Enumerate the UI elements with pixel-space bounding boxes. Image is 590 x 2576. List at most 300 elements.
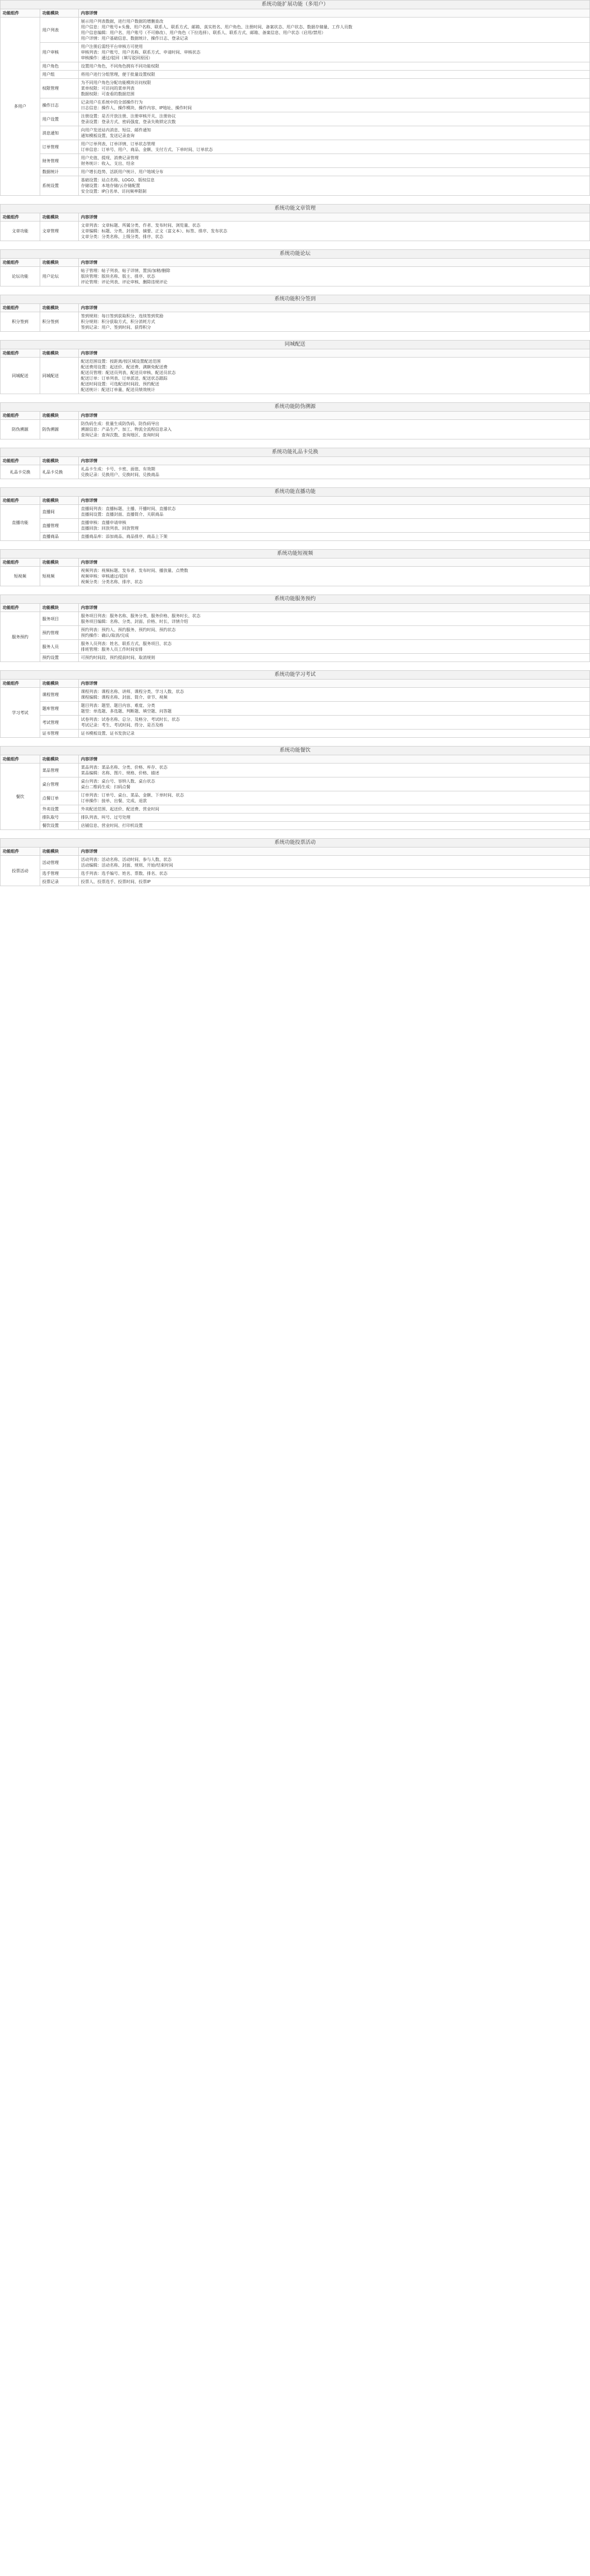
header-detail: 内容详情 (79, 558, 590, 567)
table-header-row (1, 680, 590, 688)
module-cell: 菜品管理 (40, 764, 79, 777)
detail-line: 积分规则：积分获取方式、积分消耗方式 (81, 319, 155, 324)
detail-cell (79, 18, 590, 43)
spec-table (0, 847, 590, 886)
detail-line: 向用户发送站内消息、短信、邮件通知 (81, 128, 151, 132)
header-func: 功能组件 (1, 680, 40, 688)
detail-line: 试卷列表：试卷名称、总分、及格分、考试时长、状态 (81, 717, 180, 722)
detail-line: 活动列表：活动名称、活动时间、参与人数、状态 (81, 857, 172, 862)
detail-line: 订单操作：接单、出餐、完成、退款 (81, 799, 147, 803)
detail-line: 版块管理：版块名称、版主、排序、状态 (81, 274, 155, 279)
detail-cell (79, 805, 590, 814)
module-cell: 服务项目 (40, 612, 79, 626)
detail-cell (79, 716, 590, 730)
section-title: 系统功能学习考试 (0, 670, 590, 679)
detail-line: 用户充值、提现、消费记录管理 (81, 156, 139, 160)
detail-line: 配送费用设置：起送价、配送费、满额免配送费 (81, 365, 167, 369)
spec-section (0, 448, 590, 479)
detail-line: 用户增长趋势、活跃用户统计、用户地域分布 (81, 170, 163, 174)
detail-line: 兑换记录：兑换用户、兑换时间、兑换商品 (81, 472, 159, 477)
table-row (1, 764, 590, 777)
module-cell: 考试管理 (40, 716, 79, 730)
func-group-cell: 短视频 (1, 567, 40, 586)
detail-cell (79, 112, 590, 126)
module-cell: 防伪溯源 (40, 420, 79, 439)
detail-cell (79, 140, 590, 154)
detail-cell (79, 168, 590, 176)
header-module: 功能模块 (40, 213, 79, 222)
module-cell: 活动管理 (40, 856, 79, 870)
module-cell: 课程管理 (40, 688, 79, 702)
detail-cell (79, 626, 590, 640)
header-detail: 内容详情 (79, 349, 590, 358)
module-cell: 积分签到 (40, 312, 79, 332)
detail-cell (79, 505, 590, 519)
header-func: 功能组件 (1, 497, 40, 505)
table-row (1, 640, 590, 654)
detail-cell (79, 465, 590, 479)
table-row (1, 420, 590, 439)
module-cell: 服务人员 (40, 640, 79, 654)
section-title: 系统功能礼品卡兑换 (0, 448, 590, 456)
header-detail: 内容详情 (79, 848, 590, 856)
detail-cell (79, 519, 590, 533)
table-row (1, 533, 590, 541)
module-cell: 投票记录 (40, 878, 79, 886)
detail-line: 排队列表、叫号、过号处理 (81, 815, 130, 820)
detail-line: 展示用户列表数据，进行用户数据的增删查改 (81, 19, 163, 24)
detail-line: 外卖配送范围、起送价、配送费、营业时间 (81, 807, 159, 811)
table-row (1, 805, 590, 814)
detail-line: 配送范围设置：按距离/按区域设置配送范围 (81, 359, 161, 364)
module-cell: 操作日志 (40, 98, 79, 112)
detail-line: 题目列表：题型、题目内容、难度、分类 (81, 703, 155, 708)
detail-line: 预约列表：预约人、预约服务、预约时间、预约状态 (81, 628, 176, 632)
detail-line: 视频分类：分类名称、排序、状态 (81, 580, 143, 584)
detail-cell (79, 71, 590, 79)
detail-cell (79, 856, 590, 870)
module-cell: 用户论坛 (40, 267, 79, 286)
module-cell: 用户列表 (40, 18, 79, 43)
detail-line: 日志信息：操作人、操作模块、操作内容、IP地址、操作时间 (81, 106, 192, 110)
detail-line: 文章编辑：标题、分类、封面图、摘要、正文（富文本）、标签、排序、发布状态 (81, 229, 227, 233)
detail-line: 题型：单选题、多选题、判断题、填空题、问答题 (81, 709, 172, 714)
detail-line: 服务人员列表：姓名、联系方式、服务项目、状态 (81, 641, 172, 646)
spec-table (0, 258, 590, 286)
table-row (1, 43, 590, 62)
spec-section (0, 402, 590, 439)
table-row (1, 612, 590, 626)
detail-line: 菜品列表：菜品名称、分类、价格、库存、状态 (81, 765, 167, 770)
header-detail: 内容详情 (79, 9, 590, 18)
detail-line: 配送员管理：配送员列表、配送员审核、配送员状态 (81, 370, 176, 375)
spec-table (0, 755, 590, 830)
detail-line: 服务项目编辑：名称、分类、封面、价格、时长、详情介绍 (81, 619, 188, 624)
table-row (1, 222, 590, 241)
detail-cell (79, 612, 590, 626)
section-title: 系统功能投票活动 (0, 838, 590, 847)
detail-line: 菜单权限：可访问的菜单列表 (81, 86, 134, 91)
spec-section (0, 340, 590, 394)
header-module: 功能模块 (40, 412, 79, 420)
header-module: 功能模块 (40, 497, 79, 505)
detail-line: 订单列表：订单号、桌台、菜品、金额、下单时间、状态 (81, 793, 184, 798)
detail-cell (79, 222, 590, 241)
detail-line: 安全设置：IP白名单、访问频率限制 (81, 189, 147, 194)
func-group-cell: 积分签到 (1, 312, 40, 332)
detail-cell (79, 98, 590, 112)
section-title: 系统功能直播功能 (0, 487, 590, 496)
header-detail: 内容详情 (79, 497, 590, 505)
section-title: 系统功能服务预约 (0, 595, 590, 603)
module-cell: 短视频 (40, 567, 79, 586)
header-detail: 内容详情 (79, 304, 590, 312)
table-row (1, 702, 590, 716)
detail-line: 文章列表：文章标题、所属分类、作者、发布时间、浏览量、状态 (81, 223, 200, 228)
detail-cell (79, 62, 590, 71)
module-cell: 桌台管理 (40, 777, 79, 791)
module-cell: 数据统计 (40, 168, 79, 176)
table-row (1, 358, 590, 394)
module-cell: 系统设置 (40, 176, 79, 196)
section-title: 同城配送 (0, 340, 590, 349)
detail-cell (79, 654, 590, 662)
spec-section (0, 746, 590, 830)
detail-cell (79, 43, 590, 62)
spec-table (0, 456, 590, 479)
table-row (1, 814, 590, 822)
detail-line: 通知模板设置、发送记录查询 (81, 133, 134, 138)
detail-line: 配送统计：配送订单量、配送员绩效统计 (81, 387, 155, 392)
spec-section (0, 487, 590, 541)
spec-table (0, 411, 590, 439)
table-row (1, 519, 590, 533)
func-group-cell: 防伪溯源 (1, 420, 40, 439)
header-module: 功能模块 (40, 259, 79, 267)
detail-cell (79, 567, 590, 586)
detail-line: 直播回放：回放列表、回放管理 (81, 526, 139, 531)
header-detail: 内容详情 (79, 755, 590, 764)
table-row (1, 98, 590, 112)
table-header-row (1, 755, 590, 764)
detail-cell (79, 878, 590, 886)
table-header-row (1, 349, 590, 358)
detail-line: 登录设置：登录方式、密码强度、登录失败锁定次数 (81, 120, 176, 124)
section-title: 系统功能防伪溯源 (0, 402, 590, 411)
module-cell: 用户审核 (40, 43, 79, 62)
spec-table (0, 213, 590, 241)
module-cell: 预约管理 (40, 626, 79, 640)
header-detail: 内容详情 (79, 457, 590, 465)
detail-line: 审核列表：用户账号、用户名称、联系方式、申请时间、审核状态 (81, 50, 200, 55)
func-group-cell: 服务预约 (1, 612, 40, 662)
func-group-cell: 文章功能 (1, 222, 40, 241)
detail-line: 桌台列表：桌台号、容纳人数、桌台状态 (81, 779, 155, 784)
module-cell: 消息通知 (40, 126, 79, 140)
module-cell: 文章管理 (40, 222, 79, 241)
table-header-row (1, 213, 590, 222)
detail-cell (79, 814, 590, 822)
table-row (1, 730, 590, 738)
header-module: 功能模块 (40, 680, 79, 688)
detail-line: 签到规则：每日签到获取积分、连续签到奖励 (81, 314, 163, 318)
detail-line: 考试记录：考生、考试时间、得分、是否及格 (81, 723, 163, 727)
detail-cell (79, 312, 590, 332)
header-func: 功能组件 (1, 848, 40, 856)
detail-line: 用户注册后需经平台审核方可使用 (81, 44, 143, 49)
spec-section (0, 549, 590, 586)
detail-cell (79, 822, 590, 830)
module-cell: 直播商品 (40, 533, 79, 541)
header-func: 功能组件 (1, 755, 40, 764)
header-detail: 内容详情 (79, 680, 590, 688)
table-row (1, 154, 590, 168)
detail-line: 直播审核：直播申请审核 (81, 520, 126, 525)
module-cell: 礼品卡兑换 (40, 465, 79, 479)
header-module: 功能模块 (40, 755, 79, 764)
table-header-row (1, 604, 590, 612)
detail-line: 证书模板设置、证书发放记录 (81, 731, 134, 736)
detail-line: 选手列表：选手编号、姓名、票数、排名、状态 (81, 871, 167, 876)
spec-section (0, 670, 590, 738)
detail-line: 店铺信息、营业时间、打印机设置 (81, 823, 143, 828)
header-func: 功能组件 (1, 304, 40, 312)
detail-line: 服务项目列表：服务名称、服务分类、服务价格、服务时长、状态 (81, 614, 200, 618)
header-detail: 内容详情 (79, 604, 590, 612)
module-cell: 权限管理 (40, 79, 79, 98)
detail-cell (79, 176, 590, 196)
spec-section (0, 838, 590, 886)
table-row (1, 79, 590, 98)
detail-line: 课程列表：课程名称、讲师、课程分类、学习人数、状态 (81, 689, 184, 694)
section-title: 系统功能短视频 (0, 549, 590, 558)
detail-line: 用户详情：用户基础信息、数据统计、操作日志、登录记录 (81, 36, 188, 41)
detail-line: 课程编辑：课程名称、封面、简介、章节、视频 (81, 695, 167, 700)
detail-line: 用户信息：用户账号+头像、用户名称、联系人、联系方式、邮箱、真实姓名、用户角色、注册时间、备案状态、用户状态、数据存储量、工作人员数 (81, 25, 352, 29)
table-row (1, 267, 590, 286)
table-row (1, 112, 590, 126)
detail-cell (79, 533, 590, 541)
spec-section (0, 0, 590, 196)
spec-section (0, 204, 590, 241)
detail-line: 为不同用户角色分配功能模块访问权限 (81, 80, 151, 85)
spec-table (0, 349, 590, 394)
table-row (1, 791, 590, 805)
header-module: 功能模块 (40, 9, 79, 18)
spec-section (0, 595, 590, 662)
header-module: 功能模块 (40, 304, 79, 312)
header-func: 功能组件 (1, 9, 40, 18)
detail-cell (79, 640, 590, 654)
table-row (1, 654, 590, 662)
table-row (1, 878, 590, 886)
module-cell: 点餐订单 (40, 791, 79, 805)
table-row (1, 870, 590, 878)
table-header-row (1, 259, 590, 267)
detail-line: 视频列表：视频标题、发布者、发布时间、播放量、点赞数 (81, 568, 188, 573)
header-detail: 内容详情 (79, 213, 590, 222)
detail-cell (79, 358, 590, 394)
detail-cell (79, 688, 590, 702)
detail-line: 文章分类：分类名称、上级分类、排序、状态 (81, 234, 163, 239)
func-group-cell: 直播功能 (1, 505, 40, 541)
detail-line: 基础设置：站点名称、LOGO、版权信息 (81, 178, 155, 182)
header-detail: 内容详情 (79, 259, 590, 267)
detail-cell (79, 126, 590, 140)
header-func: 功能组件 (1, 558, 40, 567)
table-header-row (1, 848, 590, 856)
table-row (1, 168, 590, 176)
module-cell: 证书管理 (40, 730, 79, 738)
detail-cell (79, 702, 590, 716)
spec-table (0, 558, 590, 586)
module-cell: 选手管理 (40, 870, 79, 878)
spec-table (0, 603, 590, 662)
detail-line: 菜品编辑：名称、图片、规格、价格、描述 (81, 771, 159, 775)
header-module: 功能模块 (40, 457, 79, 465)
detail-cell (79, 777, 590, 791)
table-row (1, 126, 590, 140)
section-title: 系统功能扩展功能（多用户） (0, 0, 590, 9)
section-title: 系统功能文章管理 (0, 204, 590, 213)
table-row (1, 62, 590, 71)
table-row (1, 777, 590, 791)
module-cell: 订单管理 (40, 140, 79, 154)
module-cell: 直播管理 (40, 519, 79, 533)
table-row (1, 716, 590, 730)
table-row (1, 176, 590, 196)
detail-line: 设置用户角色，不同角色拥有不同功能权限 (81, 64, 159, 69)
module-cell: 外卖设置 (40, 805, 79, 814)
detail-line: 记录用户在系统中的全部操作行为 (81, 100, 143, 105)
detail-line: 溯源信息：产品生产、加工、物流全流程信息录入 (81, 427, 172, 432)
header-func: 功能组件 (1, 259, 40, 267)
detail-line: 帖子管理：帖子列表、帖子详情、置顶/加精/删除 (81, 268, 171, 273)
section-title: 系统功能论坛 (0, 249, 590, 258)
detail-line: 防伪码生成：批量生成防伪码、防伪码导出 (81, 421, 159, 426)
header-func: 功能组件 (1, 604, 40, 612)
detail-line: 可预约时间段、预约提前时间、取消规则 (81, 655, 155, 660)
table-header-row (1, 9, 590, 18)
detail-cell (79, 791, 590, 805)
table-header-row (1, 558, 590, 567)
table-row (1, 626, 590, 640)
detail-cell (79, 420, 590, 439)
module-cell: 用户角色 (40, 62, 79, 71)
func-group-cell: 同城配送 (1, 358, 40, 394)
module-cell: 用户设置 (40, 112, 79, 126)
section-title: 系统功能餐饮 (0, 746, 590, 755)
module-cell: 餐饮设置 (40, 822, 79, 830)
detail-line: 订单信息：订单号、用户、商品、金额、支付方式、下单时间、订单状态 (81, 147, 213, 152)
detail-line: 排班管理：服务人员工作时间安排 (81, 647, 143, 652)
module-cell: 同城配送 (40, 358, 79, 394)
func-group-cell: 礼品卡兑换 (1, 465, 40, 479)
detail-cell (79, 870, 590, 878)
table-row (1, 822, 590, 830)
table-row (1, 140, 590, 154)
module-cell: 直播间 (40, 505, 79, 519)
spec-table (0, 303, 590, 332)
detail-line: 预约操作：确认/取消/完成 (81, 633, 129, 638)
spec-table (0, 9, 590, 196)
header-module: 功能模块 (40, 349, 79, 358)
header-func: 功能组件 (1, 213, 40, 222)
module-cell: 财务管理 (40, 154, 79, 168)
detail-line: 视频审核：审核通过/驳回 (81, 574, 128, 579)
detail-cell (79, 764, 590, 777)
module-cell: 用户组 (40, 71, 79, 79)
detail-line: 用户信息编辑：用户名、用户账号（不可修改）、用户角色（下拉选择）、联系人、联系方式、邮箱、备案信息、用户状态（启用/禁用） (81, 30, 326, 35)
module-cell: 预约设置 (40, 654, 79, 662)
table-header-row (1, 457, 590, 465)
detail-line: 财务统计：收入、支出、结余 (81, 161, 134, 166)
header-module: 功能模块 (40, 604, 79, 612)
detail-line: 审核操作：通过/驳回（填写驳回原因） (81, 56, 153, 60)
detail-line: 活动编辑：活动名称、封面、规则、开始/结束时间 (81, 863, 173, 868)
detail-line: 直播间设置：直播封面、直播简介、关联商品 (81, 512, 163, 517)
table-header-row (1, 412, 590, 420)
detail-line: 查询记录：查询次数、查询地区、查询时间 (81, 433, 159, 437)
table-row (1, 312, 590, 332)
detail-line: 直播间列表：直播标题、主播、开播时间、直播状态 (81, 506, 176, 511)
detail-line: 签到记录：用户、签到时间、获得积分 (81, 325, 151, 330)
detail-line: 投票人、投票选手、投票时间、投票IP (81, 879, 151, 884)
table-row (1, 71, 590, 79)
detail-cell (79, 730, 590, 738)
table-header-row (1, 497, 590, 505)
detail-line: 数据权限：可查看的数据范围 (81, 92, 134, 96)
detail-line: 礼品卡生成：卡号、卡密、面值、有效期 (81, 467, 155, 471)
header-func: 功能组件 (1, 412, 40, 420)
table-row (1, 505, 590, 519)
module-cell: 排队取号 (40, 814, 79, 822)
detail-line: 评论管理：评论列表、评论审核、删除违规评论 (81, 280, 167, 284)
table-row (1, 856, 590, 870)
func-group-cell: 多用户 (1, 18, 40, 196)
header-func: 功能组件 (1, 349, 40, 358)
spec-section (0, 295, 590, 332)
module-cell: 题库管理 (40, 702, 79, 716)
detail-line: 直播商品库：添加商品、商品排序、商品上下架 (81, 534, 167, 539)
spec-table (0, 496, 590, 541)
header-module: 功能模块 (40, 848, 79, 856)
table-row (1, 567, 590, 586)
section-title: 系统功能积分签到 (0, 295, 590, 303)
spec-table (0, 679, 590, 738)
detail-line: 配送订单：订单列表、订单派送、配送状态跟踪 (81, 376, 167, 381)
func-group-cell: 投票活动 (1, 856, 40, 886)
func-group-cell: 论坛功能 (1, 267, 40, 286)
func-group-cell: 学习考试 (1, 688, 40, 738)
detail-line: 存储设置：本地存储/云存储配置 (81, 183, 140, 188)
func-group-cell: 餐饮 (1, 764, 40, 830)
detail-line: 配送时间设置：可选配送时间段、预约配送 (81, 382, 159, 386)
detail-line: 注册设置：是否开放注册、注册审核开关、注册协议 (81, 114, 176, 118)
table-row (1, 688, 590, 702)
table-header-row (1, 304, 590, 312)
detail-cell (79, 154, 590, 168)
detail-line: 桌台二维码生成：扫码点餐 (81, 785, 130, 789)
header-module: 功能模块 (40, 558, 79, 567)
header-func: 功能组件 (1, 457, 40, 465)
detail-cell (79, 267, 590, 286)
spec-section (0, 249, 590, 286)
table-row (1, 18, 590, 43)
detail-line: 将用户进行分组管理，便于批量设置权限 (81, 72, 155, 77)
header-detail: 内容详情 (79, 412, 590, 420)
detail-cell (79, 79, 590, 98)
